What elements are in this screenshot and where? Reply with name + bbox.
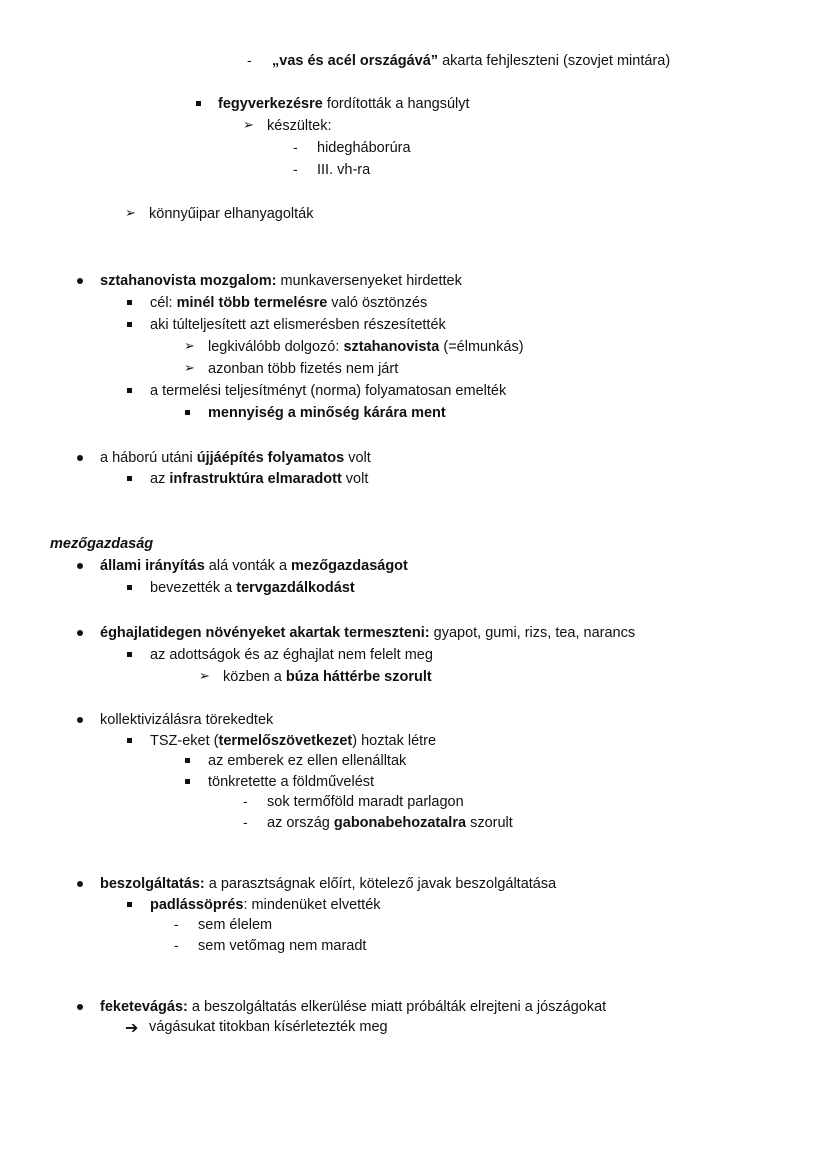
outline-item [149,1018,388,1036]
text-run: kollektivizálásra törekedtek [100,712,274,728]
outline-item [198,916,272,934]
text-run: legkiválóbb dolgozó: [208,339,344,355]
bold-text: gabonabehozatalra [333,815,467,831]
text-run: cél: [150,295,177,311]
text-run: a termelési teljesítményt (norma) folyamatosan emelték [150,383,507,399]
bullet-dot-icon [77,717,83,723]
text-run: szorult [466,815,513,831]
bold-text: tervgazdálkodást [236,580,355,596]
bullet-dash-icon: - [174,937,179,953]
text-run: sem vetőmag nem maradt [198,938,367,954]
outline-item [208,752,406,770]
text-run: közben a [223,669,286,685]
text-run: a háború utáni [100,450,197,466]
text-run: sem élelem [198,917,273,933]
outline-item [218,95,470,113]
bullet-square-icon [127,388,132,393]
bold-text: sztahanovista mozgalom: [100,273,277,289]
bold-text: minél több termelésre [176,295,328,311]
outline-item [150,732,436,750]
outline-item [100,449,371,467]
bold-text: feketevágás: [100,999,188,1015]
text-run: készültek: [267,118,332,134]
outline-item [150,382,506,400]
bold-text: beszolgáltatás: [100,876,205,892]
bold-text: mennyiség a minőség kárára ment [208,405,446,421]
bullet-dot-icon [77,278,83,284]
outline-item [150,579,355,597]
text-run: : mindenüket elvették [243,897,381,913]
outline-item [100,557,408,575]
bold-text: termelőszövetkezet [218,733,353,749]
bullet-dash-icon: - [243,793,248,809]
text-run: mezőgazdaság [50,536,154,552]
text-run: való ösztönzés [327,295,428,311]
text-run: volt [344,450,371,466]
bold-text: fegyverkezésre [218,96,323,112]
outline-item [223,668,432,686]
outline-item [267,814,513,832]
outline-item [150,294,427,312]
text-run: ) hoztak létre [352,733,437,749]
text-run: az emberek ez ellen ellenálltak [208,753,407,769]
outline-item [150,316,446,334]
text-run: a parasztságnak előírt, kötelező javak beszolgáltatása [204,876,557,892]
bullet-dot-icon [77,630,83,636]
bullet-square-icon [196,101,201,106]
bullet-dot-icon [77,563,83,569]
bullet-square-icon [127,585,132,590]
text-run: alá vonták a [204,558,292,574]
text-run: azonban több fizetés nem járt [208,361,399,377]
outline-item [150,896,381,914]
bullet-dash-icon: - [293,139,298,155]
bullet-arrowhead-icon: ➢ [125,205,136,220]
text-run: könnyűipar elhanyagolták [149,206,314,222]
bold-text: mezőgazdaságot [291,558,408,574]
text-run: tönkretette a földművelést [208,774,375,790]
text-run: gyapot, gumi, rizs, tea, narancs [429,625,636,641]
section-heading [50,535,153,553]
outline-item [198,937,366,955]
bold-text: sztahanovista [343,339,440,355]
bold-text: búza háttérbe szorult [285,669,432,685]
outline-item [267,117,331,135]
outline-item [100,875,556,893]
bullet-dash-icon: - [174,916,179,932]
bullet-square-icon [185,758,190,763]
outline-item [208,360,398,378]
outline-item [208,404,446,422]
bullet-dash-icon: - [247,52,252,68]
bold-text: infrastruktúra elmaradott [169,471,342,487]
bold-text: éghajlatidegen növényeket akartak termeszteni: [100,625,430,641]
bullet-dot-icon [77,1004,83,1010]
bullet-dot-icon [77,455,83,461]
outline-item [100,998,606,1016]
bullet-arrowhead-icon: ➢ [199,668,210,683]
bullet-square-icon [127,300,132,305]
bullet-arrowhead-icon: ➢ [243,117,254,132]
outline-item [317,161,370,179]
bullet-square-icon [127,902,132,907]
outline-item [100,272,462,290]
outline-item [267,793,464,811]
text-run: TSZ-eket ( [150,733,219,749]
text-run: az adottságok és az éghajlat nem felelt meg [150,647,433,663]
bullet-dot-icon [77,881,83,887]
text-run: munkaversenyeket hirdettek [276,273,462,289]
outline-item [208,773,374,791]
text-run: a beszolgáltatás elkerülése miatt próbálták elrejteni a jószágokat [187,999,607,1015]
text-run: sok termőföld maradt parlagon [267,794,464,810]
outline-item [150,470,368,488]
text-run: aki túlteljesített azt elismerésben részesítették [150,317,446,333]
outline-item [272,52,670,70]
bold-text: padlássöprés [150,897,244,913]
text-run: hidegháborúra [317,140,411,156]
outline-item [208,338,524,356]
bold-text: „vas és acél országává” [272,53,439,69]
bold-text: állami irányítás [100,558,205,574]
bullet-square-icon [127,738,132,743]
text-run: volt [341,471,369,487]
bold-text: újjáépítés folyamatos [196,450,345,466]
outline-item [149,205,313,223]
outline-item [100,711,273,729]
bullet-square-icon [127,652,132,657]
text-run: (=élmunkás) [439,339,524,355]
bullet-dash-icon: - [293,161,298,177]
text-run: az [150,471,170,487]
outline-item [100,624,635,642]
bullet-square-icon [185,779,190,784]
bullet-dash-icon: - [243,814,248,830]
text-run: akarta fehjleszteni (szovjet mintára) [438,53,671,69]
bullet-arrowhead-icon: ➢ [184,360,195,375]
text-run: fordították a hangsúlyt [322,96,470,112]
outline-item [150,646,433,664]
bullet-square-icon [127,476,132,481]
text-run: vágásukat titokban kísérletezték meg [149,1019,388,1035]
outline-item [317,139,411,157]
bullet-arrow-right-icon: ➔ [125,1020,139,1037]
text-run: III. vh-ra [317,162,371,178]
bullet-square-icon [127,322,132,327]
text-run: bevezették a [150,580,237,596]
bullet-arrowhead-icon: ➢ [184,338,195,353]
bullet-square-icon [185,410,190,415]
text-run: az ország [267,815,334,831]
